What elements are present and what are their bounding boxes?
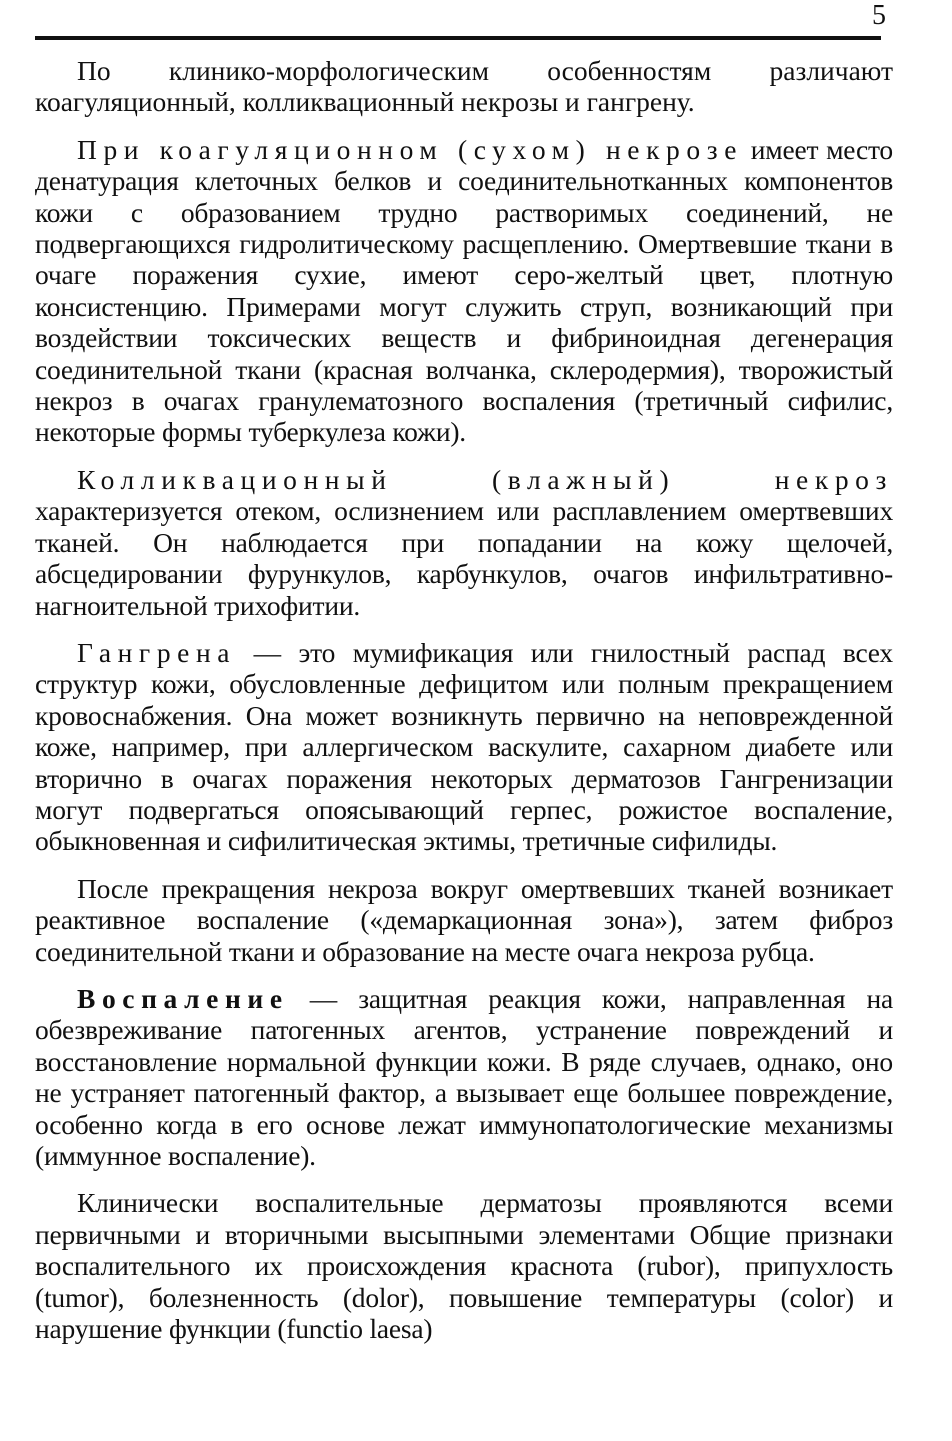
term-liquefaction-necrosis: Колликвационный (влажный) некроз: [77, 463, 893, 495]
paragraph-liquefaction-necrosis: [35, 464, 893, 621]
term-gangrene: Гангрена: [77, 636, 237, 668]
paragraph-text: — защитная реакция кожи, направленная на обезвреживание патогенных агентов, устранение повреждений и восстановление нормальной функции кожи. В ряде случаев, однако, оно не устраняет патогенный фактор, а вызывает еще большее повреждение, особенно когда в его основе лежат иммунопатологические механизмы (иммунное воспаление).: [35, 982, 893, 1171]
header-rule: [35, 36, 881, 40]
paragraph-text: характеризуется отеком, ослизнением или расплавлением омертвевших тканей. Он наблюдается при попадании на кожу щелочей, абсцедировании фурункулов, карбункулов, очагов инфильтративно-нагноительной трихофитии.: [35, 495, 893, 621]
paragraph-text: — это мумификация или гнилостный распад всех структур кожи, обусловленные дефицитом или полным прекращением кровоснабжения. Она может возникнуть первично на неповрежденной коже, например, при аллергическом васкулите, сахарном диабете или вторично в очагах поражения некоторых дерматозов Гангренизации могут подвергаться опоясывающий герпес, рожистое воспаление, обыкновенная и сифилитическая эктимы, третичные сифилиды.: [35, 636, 893, 857]
term-coagulation-necrosis: При коагуляционном (сухом) некрозе: [77, 133, 744, 165]
term-inflammation: Воспаление: [77, 982, 289, 1014]
page-number: 5: [872, 0, 886, 31]
paragraph-gangrene: [35, 637, 893, 857]
paragraph-clinical-signs: Клинически воспалительные дерматозы проявляются всеми первичными и вторичными высыпными элементами Общие признаки воспалительного их происхождения краснота (rubor), припухлость (tumor), болезненность (dolor), повышение температуры (color) и нарушение функции (functio laesa): [35, 1187, 893, 1345]
page-body: [35, 55, 893, 1360]
paragraph-coagulation-necrosis: [35, 134, 893, 448]
paragraph-necrosis-types: По клинико-морфологическим особенностям различают коагуляционный, колликвационный некрозы и гангрену.: [35, 55, 893, 118]
paragraph-after-necrosis: После прекращения некроза вокруг омертвевших тканей возникает реактивное воспаление («демаркационная зона»), затем фиброз соединительной ткани и образование на месте очага некроза рубца.: [35, 872, 893, 967]
paragraph-text: имеет место денатурация клеточных белков и соединительнотканных компонентов кожи с образованием трудно растворимых соединений, не подвергающихся гидролитическому расщеплению. Омертвевшие ткани в очаге поражения сухие, имеют серо-желтый цвет, плотную консистенцию. Примерами могут служить струп, возникающий при воздействии токсических веществ и фибриноидная дегенерация соединительной ткани (красная волчанка, склеродермия), творожистый некроз в очагах гранулематозного воспаления (третичный сифилис, некоторые формы туберкулеза кожи).: [35, 133, 893, 448]
paragraph-inflammation: [35, 983, 893, 1171]
